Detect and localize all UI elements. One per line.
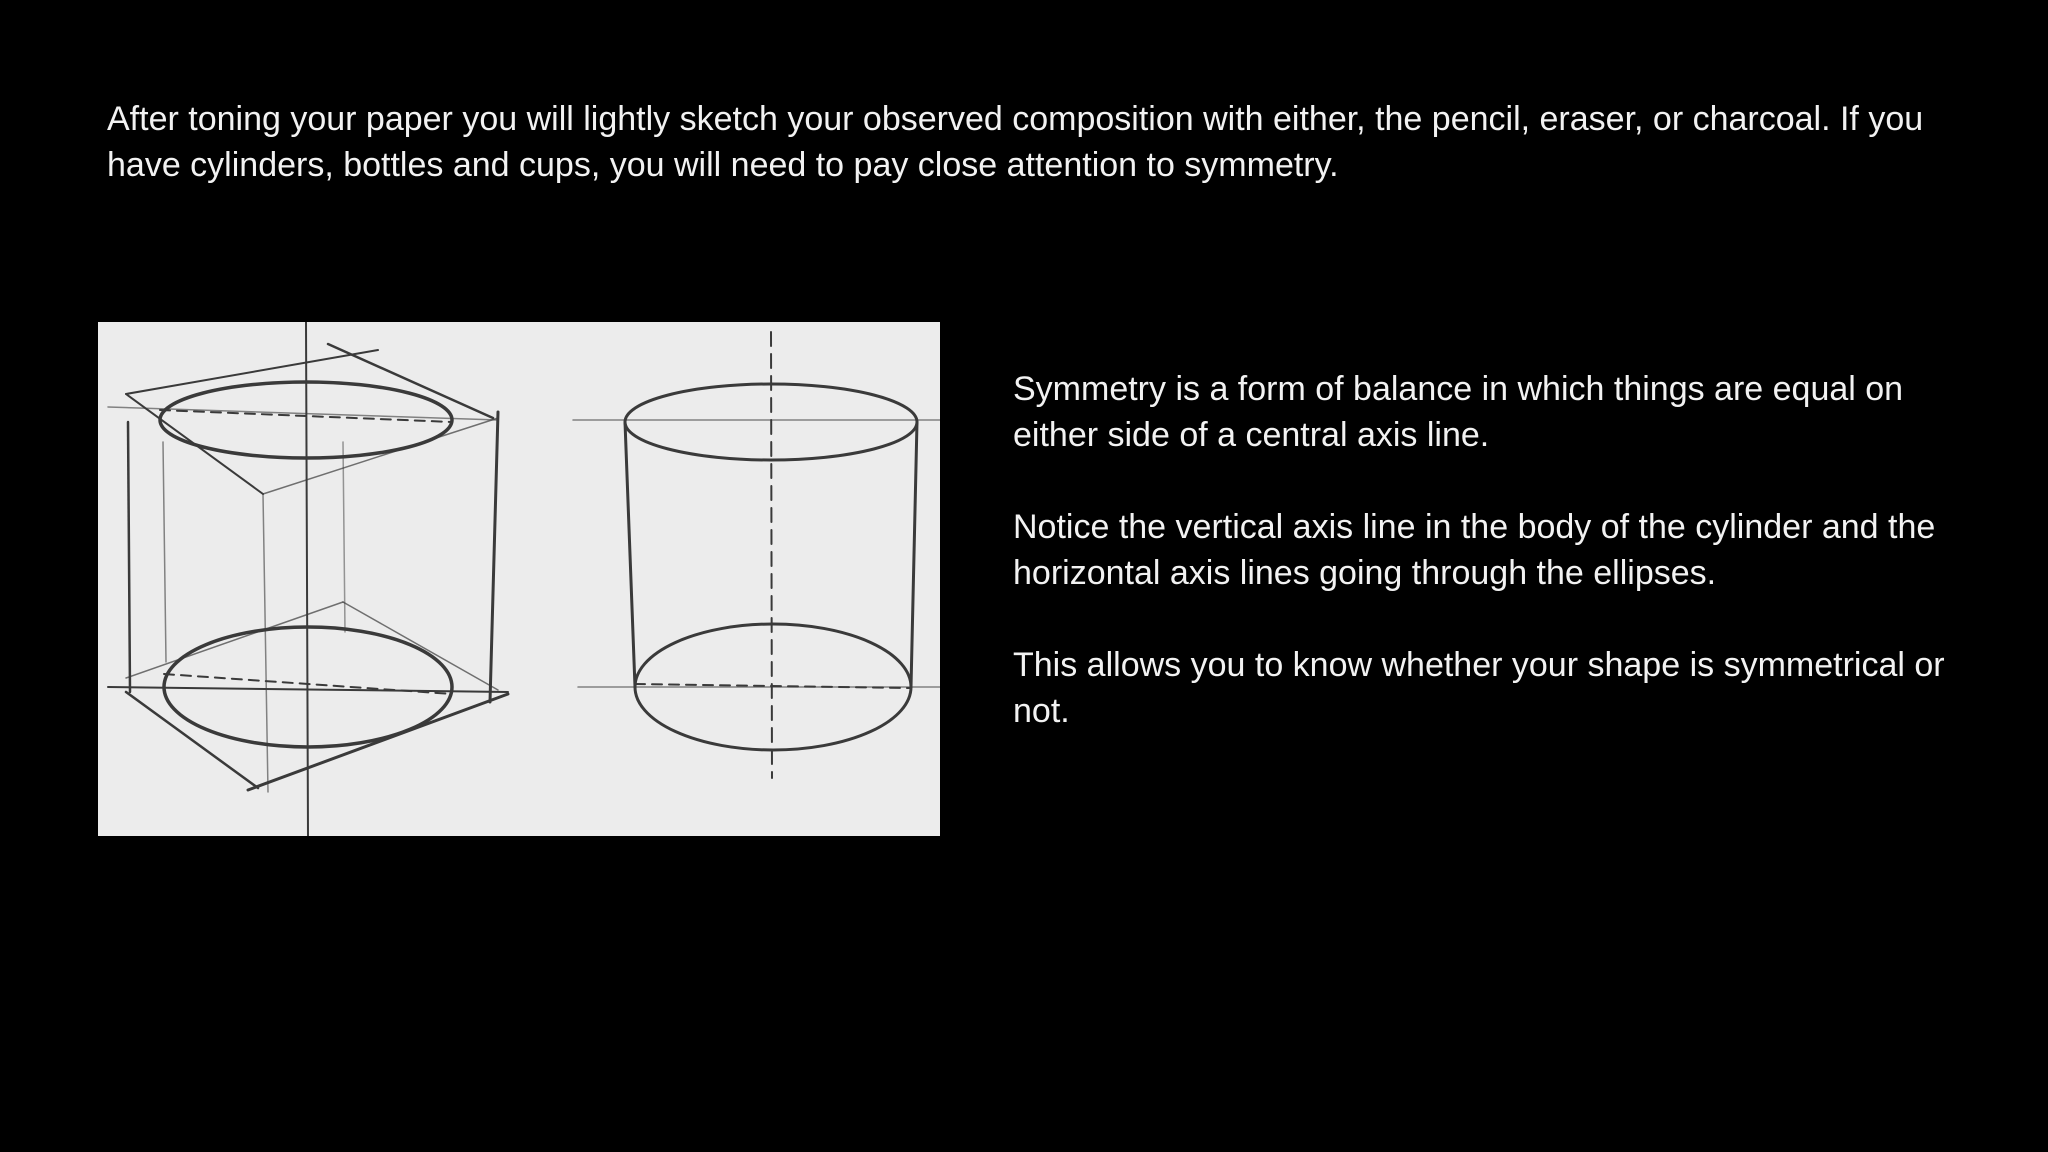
intro-paragraph: After toning your paper you will lightly sketch your observed composition with either, the pencil, eraser, or charcoal. If you have cylinders, bottles and cups, you will need to pay close attention to symmetry.	[107, 100, 1924, 184]
symmetrical-cylinder-sketch	[573, 332, 940, 778]
cylinder-sketch-drawing	[98, 322, 940, 836]
symmetry-check-note: This allows you to know whether your shape is symmetrical or not.	[1013, 646, 1945, 730]
perspective-cylinder-sketch	[108, 322, 508, 836]
axis-lines-note: Notice the vertical axis line in the body of the cylinder and the horizontal axis lines going through the ellipses.	[1013, 508, 1936, 592]
cylinder-sketch-figure	[98, 322, 940, 836]
symmetry-explanation	[1013, 366, 1993, 780]
symmetry-definition: Symmetry is a form of balance in which things are equal on either side of a central axis line.	[1013, 370, 1904, 454]
